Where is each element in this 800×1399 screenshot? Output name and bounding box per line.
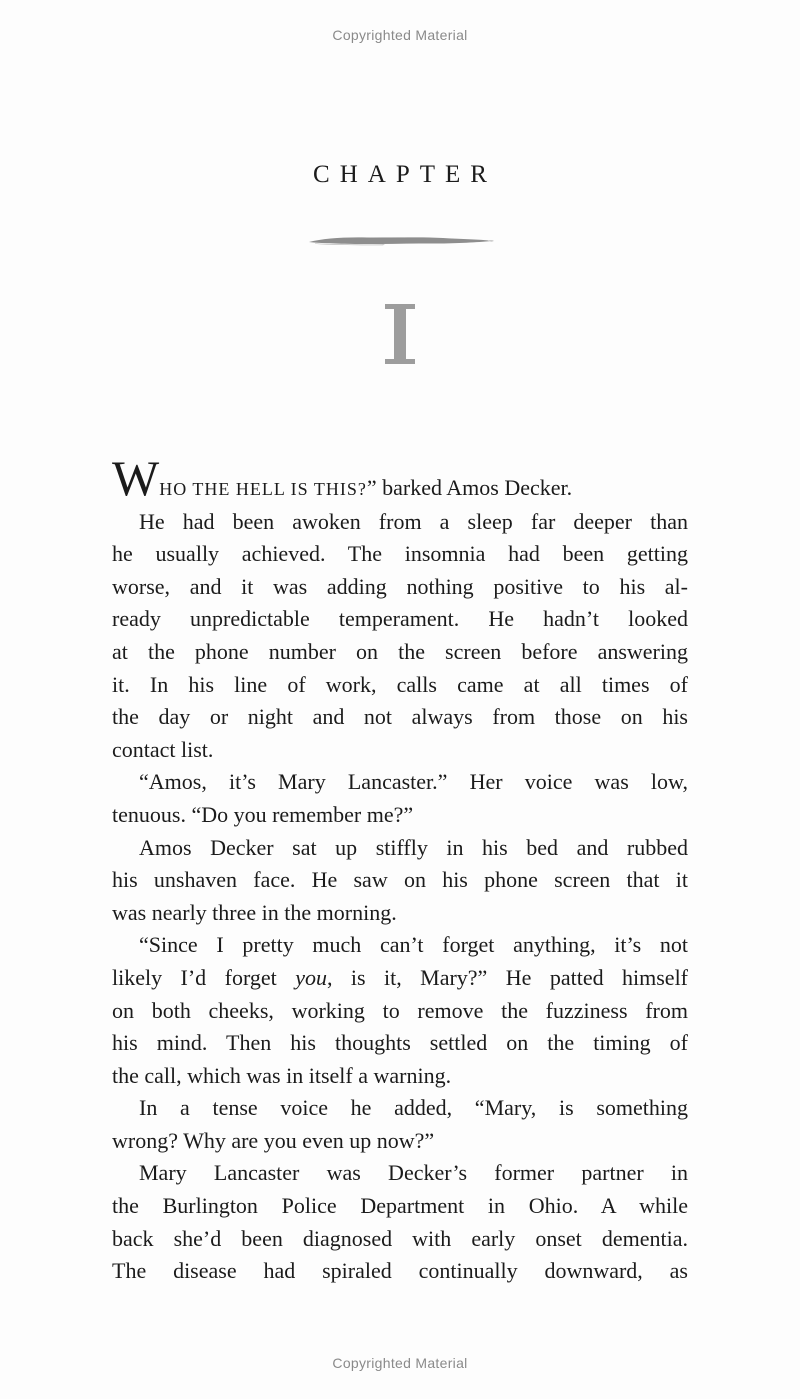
text-segment: the day or night and not always from those on his <box>112 704 688 730</box>
text-line <box>112 864 688 897</box>
text-line <box>112 1027 688 1060</box>
text-line <box>112 1223 688 1256</box>
text-line <box>112 636 688 669</box>
text-segment: his mind. Then his thoughts settled on the timing of <box>112 1030 688 1056</box>
text-segment: wrong? Why are you even up now?” <box>112 1127 435 1153</box>
text-line <box>112 669 688 702</box>
text-line <box>112 1125 688 1158</box>
paragraph <box>112 1157 688 1287</box>
text-segment: on both cheeks, working to remove the fuzziness from <box>112 997 688 1023</box>
text-segment: ” barked Amos Decker. <box>366 475 573 500</box>
text-line <box>112 571 688 604</box>
text-segment: the Burlington Police Department in Ohio. A while <box>112 1193 688 1219</box>
text-segment: he usually achieved. The insomnia had been getting <box>112 541 688 567</box>
text-segment: it. In his line of work, calls came at all times of <box>112 671 688 697</box>
text-segment: tenuous. “Do you remember me?” <box>112 801 414 827</box>
chapter-heading: CHAPTER <box>313 161 497 188</box>
text-line <box>112 1157 688 1190</box>
body-text <box>112 450 689 1288</box>
text-segment: Amos Decker sat up stiffly in his bed and rubbed <box>139 834 688 860</box>
text-segment: ready unpredictable temperament. He hadn’t looked <box>112 606 688 632</box>
text-segment: worse, and it was adding nothing positive to his al- <box>112 573 688 599</box>
text-segment: In a tense voice he added, “Mary, is something <box>139 1095 688 1121</box>
text-line <box>112 1060 688 1093</box>
text-segment: was nearly three in the morning. <box>112 899 397 925</box>
text-line <box>112 1255 688 1288</box>
text-line <box>112 962 688 995</box>
text-segment: He had been awoken from a sleep far deeper than <box>139 508 688 534</box>
numeral-1-glyph <box>383 304 417 364</box>
text-line <box>112 929 688 962</box>
text-segment: his unshaven face. He saw on his phone screen that it <box>112 867 688 893</box>
paragraph <box>112 929 688 1092</box>
text-segment: Mary Lancaster was Decker’s former partner in <box>139 1160 688 1186</box>
text-line <box>112 734 688 767</box>
text-segment: contact list. <box>112 736 214 762</box>
text-line <box>112 1190 688 1223</box>
text-segment: HO THE HELL IS THIS? <box>159 479 367 499</box>
text-line <box>112 766 688 799</box>
paragraph <box>112 1092 688 1157</box>
paragraph <box>112 832 688 930</box>
text-line <box>112 538 688 571</box>
text-line <box>112 603 688 636</box>
text-segment: you <box>295 964 327 990</box>
brushstroke-ornament <box>0 233 800 249</box>
text-segment: likely I’d forget <box>112 964 296 990</box>
chapter-number <box>0 304 800 364</box>
text-segment: the call, which was in itself a warning. <box>112 1062 452 1088</box>
text-segment: The disease had spiraled continually downward, as <box>112 1258 688 1284</box>
text-line <box>112 450 688 506</box>
text-segment: “Since I pretty much can’t forget anything, it’s not <box>139 932 688 958</box>
text-line <box>112 897 688 930</box>
paragraph <box>112 450 688 506</box>
paragraph <box>112 506 688 767</box>
brushstroke-icon <box>305 233 495 249</box>
text-line <box>112 701 688 734</box>
text-segment: , is it, Mary?” He patted himself <box>326 964 689 990</box>
raised-initial-cap: W <box>112 450 160 506</box>
text-segment: back she’d been diagnosed with early onset dementia. <box>112 1225 688 1251</box>
text-line <box>112 799 688 832</box>
copyright-notice-top: Copyrighted Material <box>332 27 468 43</box>
text-segment: “Amos, it’s Mary Lancaster.” Her voice was low, <box>139 769 688 795</box>
copyright-notice-bottom: Copyrighted Material <box>332 1355 468 1371</box>
paragraph <box>112 766 688 831</box>
text-line <box>112 1092 688 1125</box>
text-line <box>112 832 688 865</box>
text-segment: at the phone number on the screen before answering <box>112 638 688 664</box>
text-line <box>112 995 688 1028</box>
text-line <box>112 506 688 539</box>
